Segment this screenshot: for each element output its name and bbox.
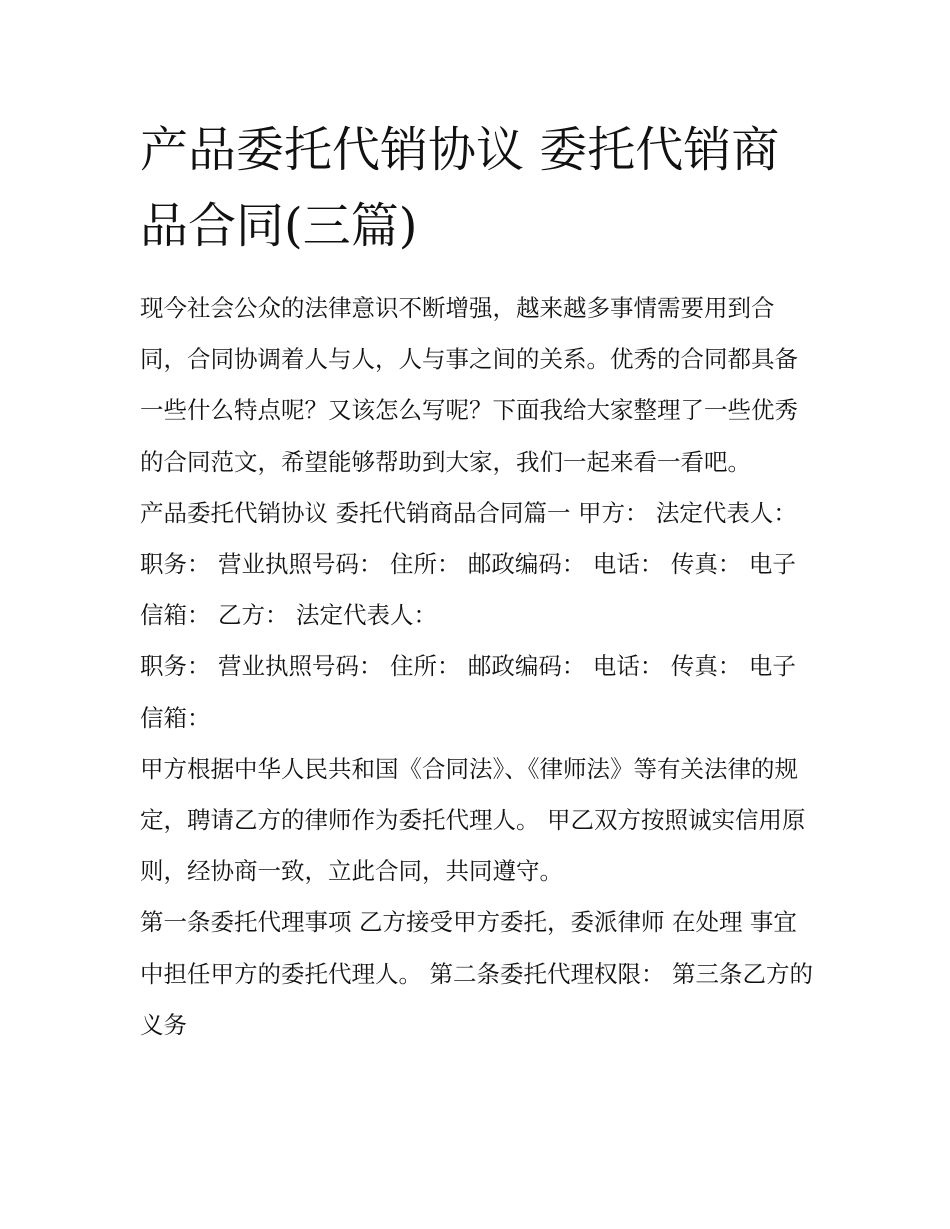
document-body bbox=[140, 283, 818, 1051]
paragraph-parties-b: 职务： 营业执照号码： 住所： 邮政编码： 电话： 传真： 电子信箱： bbox=[140, 652, 796, 732]
document-title: 产品委托代销协议 委托代销商品合同(三篇) bbox=[140, 122, 780, 254]
paragraph-basis: 甲方根据中华人民共和国《合同法》、《律师法》等有关法律的规定，聘请乙方的律师作为委托代理人。 甲乙双方按照诚实信用原则，经协商一致，立此合同，共同遵守。 bbox=[140, 754, 806, 886]
paragraph-intro: 现今社会公众的法律意识不断增强，越来越多事情需要用到合同，合同协调着人与人，人与事之间的关系。优秀的合同都具备一些什么特点呢？又该怎么写呢？下面我给大家整理了一些优秀的合同范文，希望能够帮助到大家，我们一起来看一看吧。 bbox=[140, 294, 798, 476]
paragraph-articles: 第一条委托代理事项 乙方接受甲方委托，委派律师 在处理 事宜中担任甲方的委托代理人。 第二条委托代理权限： 第三条乙方的义务 bbox=[140, 908, 813, 1039]
paragraph-parties-a: 产品委托代销协议 委托代销商品合同篇一 甲方： 法定代表人： 职务： 营业执照号码： 住所： 邮政编码： 电话： 传真： 电子信箱： 乙方： 法定代表人： bbox=[140, 498, 805, 630]
